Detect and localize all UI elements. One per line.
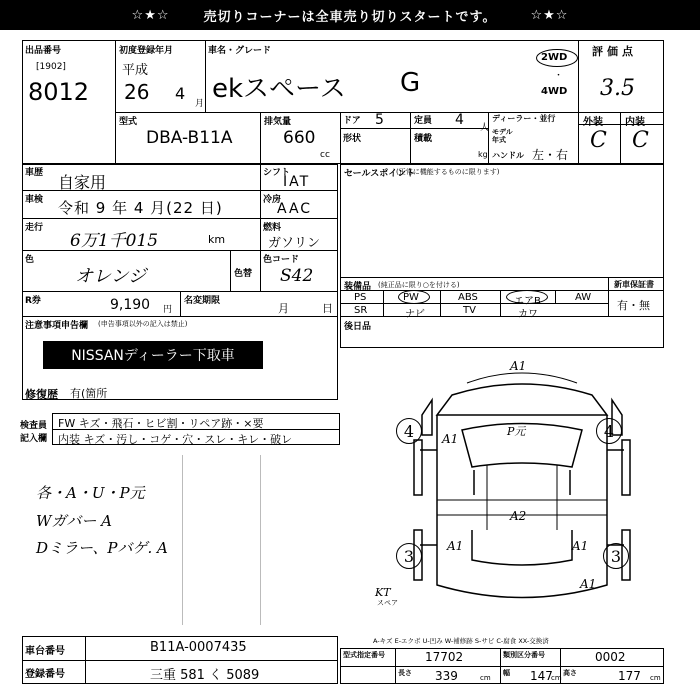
height-label: 高さ (563, 669, 577, 677)
length-value: 339 (435, 669, 458, 683)
equip-pw: PW (403, 292, 419, 303)
equip-label: 装備品 (344, 282, 372, 292)
capacity-value: 4 (455, 112, 464, 128)
damage-a1-top: A1 (510, 359, 527, 373)
plate-value: 三重 581 く 5089 (150, 668, 260, 683)
lot-number: 8012 (28, 78, 90, 106)
damage-a1-br: A1 (572, 539, 589, 553)
type-label: 型式 (119, 117, 138, 127)
int-grade: C (632, 128, 649, 153)
inspection-value: 令和 9 年 4 月(22 日) (58, 199, 223, 217)
lot-code: [1902] (36, 62, 66, 72)
length-label: 長さ (398, 669, 412, 677)
usage-value: 自家用 (58, 173, 107, 192)
spare-label: スペア (377, 599, 398, 607)
handwritten-note-1: 各・A・U・P元 (36, 484, 145, 502)
new-warranty-label: 新車保証書 (614, 280, 654, 289)
damage-a1-br2: A1 (580, 577, 597, 591)
dealer-label: ディーラー・並行 (492, 114, 556, 123)
name-change-month: 月 (278, 302, 289, 315)
banner-stars-right: ☆★☆ (530, 7, 569, 23)
equip-airbag-circle (506, 290, 548, 304)
equip-tv: TV (463, 305, 476, 316)
handwritten-note-2: Wガバー A (36, 512, 113, 530)
first-reg-month: 4 (175, 84, 186, 103)
new-warranty-value: 有・無 (617, 299, 650, 312)
recycle-unit: 円 (163, 305, 173, 315)
type-value: DBA-B11A (146, 128, 233, 148)
lot-label: 出品番号 (25, 46, 62, 56)
damage-a1-left: A1 (442, 432, 459, 446)
inspection-label: 車検 (25, 195, 44, 205)
spare-mark: KT (375, 586, 391, 599)
notes-sub: (申告事項以外の記入は禁止) (98, 320, 188, 328)
name-label: 車名・グレード (208, 46, 272, 56)
doors-value: 5 (375, 112, 384, 128)
inspector-label-1: 検査員 (20, 421, 48, 431)
ext-grade: C (590, 128, 607, 153)
color-code: S42 (280, 266, 314, 286)
wheel-circle-tr: 4 (596, 418, 622, 444)
model-grade: G (400, 68, 421, 98)
loading-unit: kg (478, 150, 488, 159)
class-label: 類別区分番号 (503, 651, 545, 659)
aircon-value: AAC (277, 201, 313, 217)
first-reg-year: 26 (124, 80, 150, 104)
width-unit: cm (551, 674, 562, 682)
width-value: 147 (530, 669, 553, 683)
handwritten-note-3: Dミラー、Pバゲ. A (36, 539, 168, 557)
first-reg-label: 初度登録年月 (119, 46, 174, 56)
height-value: 177 (618, 669, 641, 683)
color-code-label: 色コード (263, 255, 300, 265)
damage-p-top: P元 (507, 425, 526, 438)
handle-value: 左・右 (532, 148, 569, 162)
color-change-label: 色替 (234, 269, 253, 279)
color-value: オレンジ (75, 266, 147, 287)
drive-dot: ・ (554, 71, 564, 81)
displacement-label: 排気量 (264, 117, 292, 127)
chassis-label: 車台番号 (25, 646, 65, 657)
rating-label: 評価点 (592, 45, 637, 58)
shift-value: IAT (283, 174, 311, 190)
capacity-unit: 人 (480, 123, 490, 133)
ext-label: 外装 (583, 117, 603, 128)
equip-sub: (純正品に限り○を付ける) (378, 281, 460, 289)
first-reg-era: 平成 (122, 63, 149, 78)
model-name: ekスペース (212, 74, 346, 104)
wheel-circle-bl: 3 (396, 543, 422, 569)
designation-label: 型式指定番号 (343, 651, 385, 659)
equip-leather: カワ (518, 309, 538, 320)
capacity-label: 定員 (414, 116, 433, 126)
recycle-value: 9,190 (110, 297, 151, 313)
damage-a1-bl: A1 (447, 539, 464, 553)
damage-a2: A2 (510, 509, 527, 523)
displacement-unit: cc (320, 150, 330, 160)
chassis-value: B11A-0007435 (150, 640, 247, 655)
designation-value: 17702 (425, 650, 464, 664)
plate-label: 登録番号 (25, 669, 65, 680)
wheel-circle-tl: 4 (396, 418, 422, 444)
inspector-row-2: 内装 キズ・汚し・コゲ・穴・スレ・キレ・破レ (58, 433, 293, 446)
car-damage-diagram (375, 355, 652, 625)
equip-aw: AW (575, 292, 592, 303)
equip-pw-circle (398, 290, 430, 304)
mileage-unit: km (208, 233, 226, 246)
name-change-label: 名変期限 (184, 296, 221, 306)
banner-stars-left: ☆★☆ (131, 7, 170, 23)
doors-label: ドア (343, 116, 361, 126)
class-value: 0002 (595, 650, 626, 664)
after-label: 後日品 (344, 322, 372, 332)
first-reg-unit: 月 (195, 99, 205, 109)
equip-abs: ABS (458, 292, 478, 303)
int-label: 内装 (625, 117, 645, 128)
drive-2wd: 2WD (541, 52, 568, 63)
inspector-row-1: FW キズ・飛石・ヒビ割・リペア跡・×要 (58, 417, 264, 430)
wheel-circle-br: 3 (603, 543, 629, 569)
aircon-label: 冷房 (263, 195, 282, 205)
equip-sr: SR (354, 305, 368, 316)
rating-value: 3.5 (600, 76, 635, 101)
repair-label: 修復歴 (25, 388, 58, 401)
equip-navi: ナビ (405, 309, 425, 320)
shape-label: 形状 (343, 134, 362, 144)
recycle-label: R券 (25, 296, 41, 306)
displacement-value: 660 (283, 128, 316, 148)
drive-4wd: 4WD (541, 86, 568, 97)
header-banner (0, 0, 700, 30)
fuel-value: ガソリン (268, 236, 321, 251)
equip-ps: PS (354, 292, 367, 303)
inspector-label-2: 記入欄 (20, 434, 48, 444)
height-unit: cm (650, 674, 661, 682)
fuel-label: 燃料 (263, 223, 282, 233)
model-year-label: モデル 年式 (492, 128, 513, 144)
notes-label: 注意事項申告欄 (25, 321, 89, 331)
damage-legend: A-キズ E-エクボ U-凹み W-補修跡 S-サビ C-腐食 XX-交換済 (373, 637, 549, 645)
width-label: 幅 (503, 669, 510, 677)
usage-label: 車歴 (25, 168, 44, 178)
loading-label: 積載 (414, 134, 433, 144)
equip-airbag: エアB (514, 296, 541, 307)
mileage-value: 6万1千015 (70, 231, 159, 251)
equipment-frame (340, 164, 664, 348)
shift-label: シフト (263, 168, 291, 178)
mileage-label: 走行 (25, 223, 44, 233)
name-change-day: 日 (322, 302, 333, 315)
banner-text: 売切りコーナーは全車売り切りスタートです。 (203, 9, 497, 25)
sales-sub: (正常に機能するものに限ります) (396, 168, 500, 176)
repair-value: 有(箇所 (70, 387, 108, 400)
nissan-dealer-badge: NISSANディーラー下取車 (43, 341, 263, 369)
handle-label: ハンドル (492, 151, 524, 160)
sales-label: セールスポイント (344, 169, 416, 179)
color-label: 色 (25, 255, 35, 265)
length-unit: cm (480, 674, 491, 682)
